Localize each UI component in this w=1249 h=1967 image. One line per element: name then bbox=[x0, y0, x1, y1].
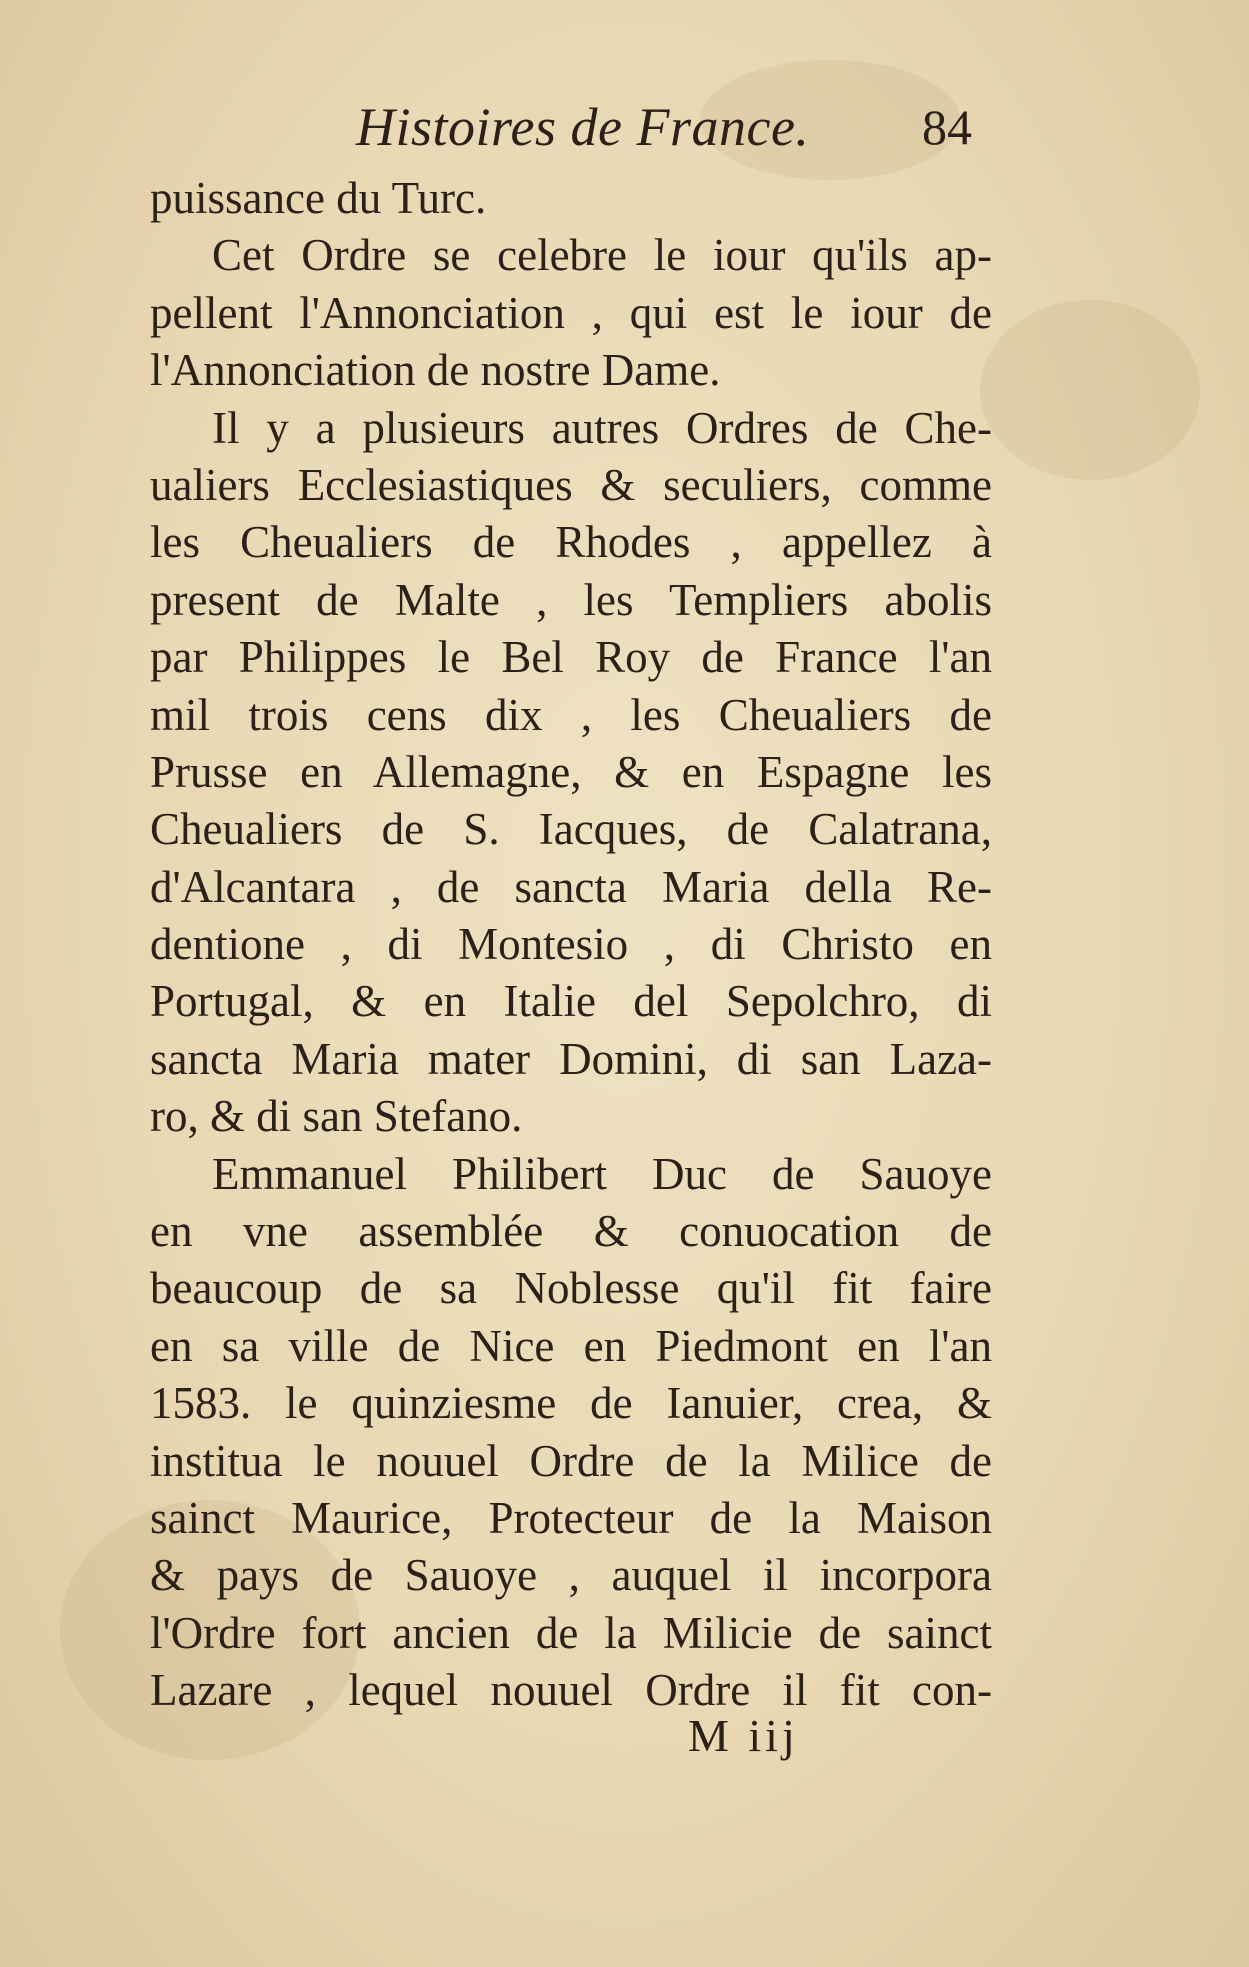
text-line: en vne assemblée & conuocation de bbox=[150, 1206, 992, 1257]
text-line: pellent l'Annonciation , qui est le iour de bbox=[150, 287, 992, 338]
signature-mark: M iij bbox=[688, 1710, 799, 1761]
page-header bbox=[0, 92, 1249, 162]
text-line: sainct Maurice, Protecteur de la Maison bbox=[150, 1492, 992, 1543]
text-line: en sa ville de Nice en Piedmont en l'an bbox=[150, 1320, 992, 1371]
text-line: l'Ordre fort ancien de la Milicie de sainct bbox=[150, 1607, 992, 1658]
text-line: d'Alcantara , de sancta Maria della Re- bbox=[150, 861, 992, 912]
text-line: Cheualiers de S. Iacques, de Calatrana, bbox=[150, 804, 992, 855]
text-line: ro, & di san Stefano. bbox=[150, 1091, 523, 1142]
running-title: Histoires de France. bbox=[356, 97, 810, 157]
text-line: dentione , di Montesio , di Christo en bbox=[150, 919, 992, 970]
text-line: present de Malte , les Templiers abolis bbox=[150, 574, 992, 625]
text-line: par Philippes le Bel Roy de France l'an bbox=[150, 632, 992, 683]
text-line: 1583. le quinziesme de Ianuier, crea, & bbox=[150, 1378, 992, 1429]
text-line: sancta Maria mater Domini, di san Laza- bbox=[150, 1033, 992, 1084]
text-line: mil trois cens dix , les Cheualiers de bbox=[150, 689, 992, 740]
text-line: ualiers Ecclesiastiques & seculiers, comme bbox=[150, 459, 992, 510]
text-line: puissance du Turc. bbox=[150, 173, 487, 223]
body-text bbox=[150, 170, 992, 1720]
text-line: l'Annonciation de nostre Dame. bbox=[150, 345, 721, 396]
text-line: Il y a plusieurs autres Ordres de Che- bbox=[212, 402, 992, 453]
text-line: beaucoup de sa Noblesse qu'il fit faire bbox=[150, 1263, 992, 1314]
paper-stain bbox=[980, 300, 1200, 480]
text-line: Portugal, & en Italie del Sepolchro, di bbox=[150, 976, 992, 1027]
text-line: institua le nouuel Ordre de la Milice de bbox=[150, 1435, 992, 1486]
text-line: les Cheualiers de Rhodes , appellez à bbox=[150, 517, 992, 568]
text-line: Cet Ordre se celebre le iour qu'ils ap- bbox=[212, 230, 992, 281]
text-line: Lazare , lequel nouuel Ordre il fit con- bbox=[150, 1665, 992, 1716]
text-line: Prusse en Allemagne, & en Espagne les bbox=[150, 746, 992, 797]
text-line: & pays de Sauoye , auquel il incorpora bbox=[150, 1550, 992, 1601]
text-line: Emmanuel Philibert Duc de Sauoye bbox=[212, 1148, 992, 1199]
page-number: 84 bbox=[922, 99, 972, 155]
